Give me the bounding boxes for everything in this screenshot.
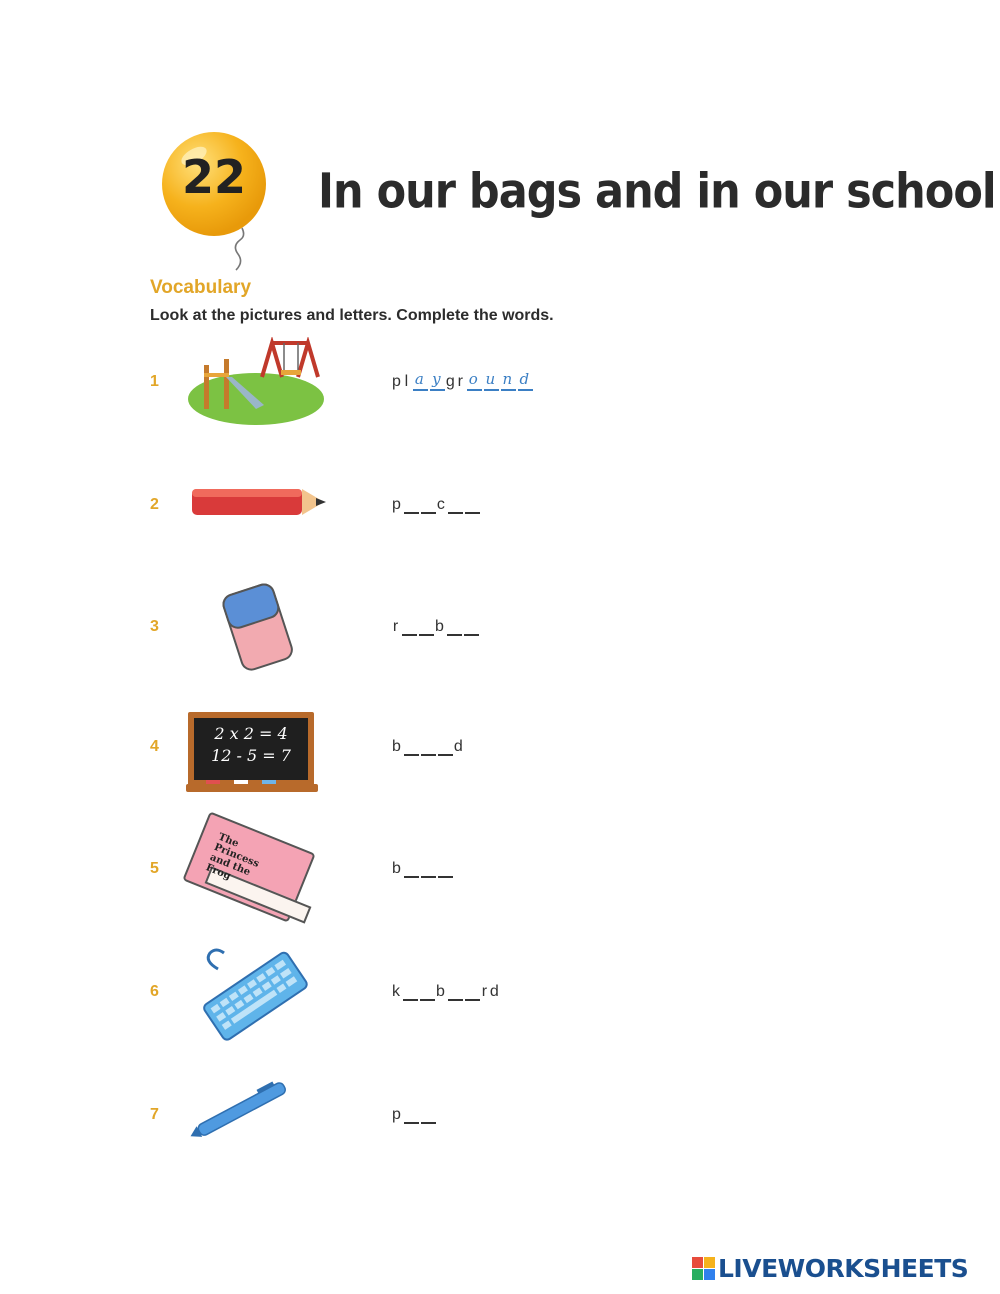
item-number: 1 bbox=[150, 373, 159, 390]
item-number: 7 bbox=[150, 1106, 159, 1123]
answer-blank[interactable] bbox=[448, 981, 463, 1001]
answer-blank[interactable]: n bbox=[501, 371, 516, 391]
answer-blank[interactable] bbox=[419, 616, 434, 636]
pen-icon bbox=[184, 1074, 304, 1144]
item-number: 6 bbox=[150, 983, 159, 1000]
list-item bbox=[0, 700, 1000, 810]
answer-blank[interactable] bbox=[447, 616, 462, 636]
instructions: Look at the pictures and letters. Complete the words. bbox=[150, 307, 554, 324]
playground-icon bbox=[186, 337, 326, 427]
word-rubber bbox=[392, 616, 480, 636]
item-number: 2 bbox=[150, 496, 159, 513]
book-icon bbox=[184, 826, 314, 918]
letter: r bbox=[392, 618, 401, 635]
letter: p bbox=[392, 1106, 403, 1123]
word-book bbox=[392, 858, 454, 878]
letter: b bbox=[392, 738, 403, 755]
answer-blank[interactable] bbox=[404, 494, 419, 514]
letter: c bbox=[436, 496, 447, 513]
answer-blank[interactable]: a bbox=[413, 371, 428, 391]
letter: p bbox=[392, 373, 403, 390]
footer-brand bbox=[692, 1254, 968, 1283]
blackboard-icon bbox=[186, 712, 318, 794]
letter: d bbox=[453, 738, 465, 755]
list-item bbox=[0, 335, 1000, 445]
letter: r bbox=[457, 373, 465, 390]
list-item bbox=[0, 822, 1000, 932]
answer-blank[interactable] bbox=[465, 494, 480, 514]
pencil-icon bbox=[190, 486, 330, 520]
answer-blank[interactable] bbox=[402, 616, 417, 636]
letter: p bbox=[392, 496, 403, 513]
letter: b bbox=[392, 860, 403, 877]
answer-blank[interactable] bbox=[465, 981, 480, 1001]
brand-name: LIVEWORKSHEETS bbox=[718, 1254, 969, 1283]
eraser-icon bbox=[218, 580, 298, 675]
answer-blank[interactable]: o bbox=[467, 371, 482, 391]
unit-number: 22 bbox=[181, 150, 246, 204]
word-pen bbox=[392, 1104, 437, 1124]
list-item bbox=[0, 580, 1000, 690]
answer-blank[interactable] bbox=[438, 858, 453, 878]
word-board bbox=[392, 736, 465, 756]
item-number: 4 bbox=[150, 738, 159, 755]
section-label: Vocabulary bbox=[150, 277, 252, 298]
answer-blank[interactable] bbox=[403, 981, 418, 1001]
word-pencil bbox=[392, 494, 481, 514]
answer-blank[interactable] bbox=[421, 858, 436, 878]
blackboard-line-2: 12 - 5 = 7 bbox=[211, 746, 291, 765]
answer-blank[interactable] bbox=[404, 858, 419, 878]
page-title: In our bags and in our school bbox=[318, 164, 996, 220]
answer-blank[interactable] bbox=[421, 736, 436, 756]
answer-blank[interactable] bbox=[464, 616, 479, 636]
answer-blank[interactable] bbox=[420, 981, 435, 1001]
answer-blank[interactable]: u bbox=[484, 371, 499, 391]
answer-blank[interactable] bbox=[421, 494, 436, 514]
answer-blank[interactable]: y bbox=[430, 371, 445, 391]
list-item bbox=[0, 945, 1000, 1055]
keyboard-icon bbox=[198, 939, 314, 1043]
list-item bbox=[0, 1068, 1000, 1178]
letter: k bbox=[392, 983, 402, 1000]
answer-blank[interactable] bbox=[448, 494, 463, 514]
word-keyboard bbox=[392, 981, 501, 1001]
blackboard-line-1: 2 x 2 = 4 bbox=[214, 724, 288, 743]
letter: d bbox=[489, 983, 501, 1000]
letter: l bbox=[404, 373, 411, 390]
letter: r bbox=[481, 983, 490, 1000]
item-number: 3 bbox=[150, 618, 159, 635]
word-playground bbox=[392, 371, 534, 391]
answer-blank[interactable] bbox=[404, 736, 419, 756]
answer-blank[interactable] bbox=[421, 1104, 436, 1124]
item-number: 5 bbox=[150, 860, 159, 877]
letter: g bbox=[445, 373, 457, 390]
liveworksheets-logo-icon bbox=[692, 1257, 715, 1280]
answer-blank[interactable] bbox=[438, 736, 453, 756]
list-item bbox=[0, 458, 1000, 568]
book-cover-text: The Princess and the Frog bbox=[204, 831, 261, 883]
letter: b bbox=[436, 983, 447, 1000]
answer-blank[interactable]: d bbox=[518, 371, 533, 391]
letter: b bbox=[435, 618, 446, 635]
answer-blank[interactable] bbox=[404, 1104, 419, 1124]
